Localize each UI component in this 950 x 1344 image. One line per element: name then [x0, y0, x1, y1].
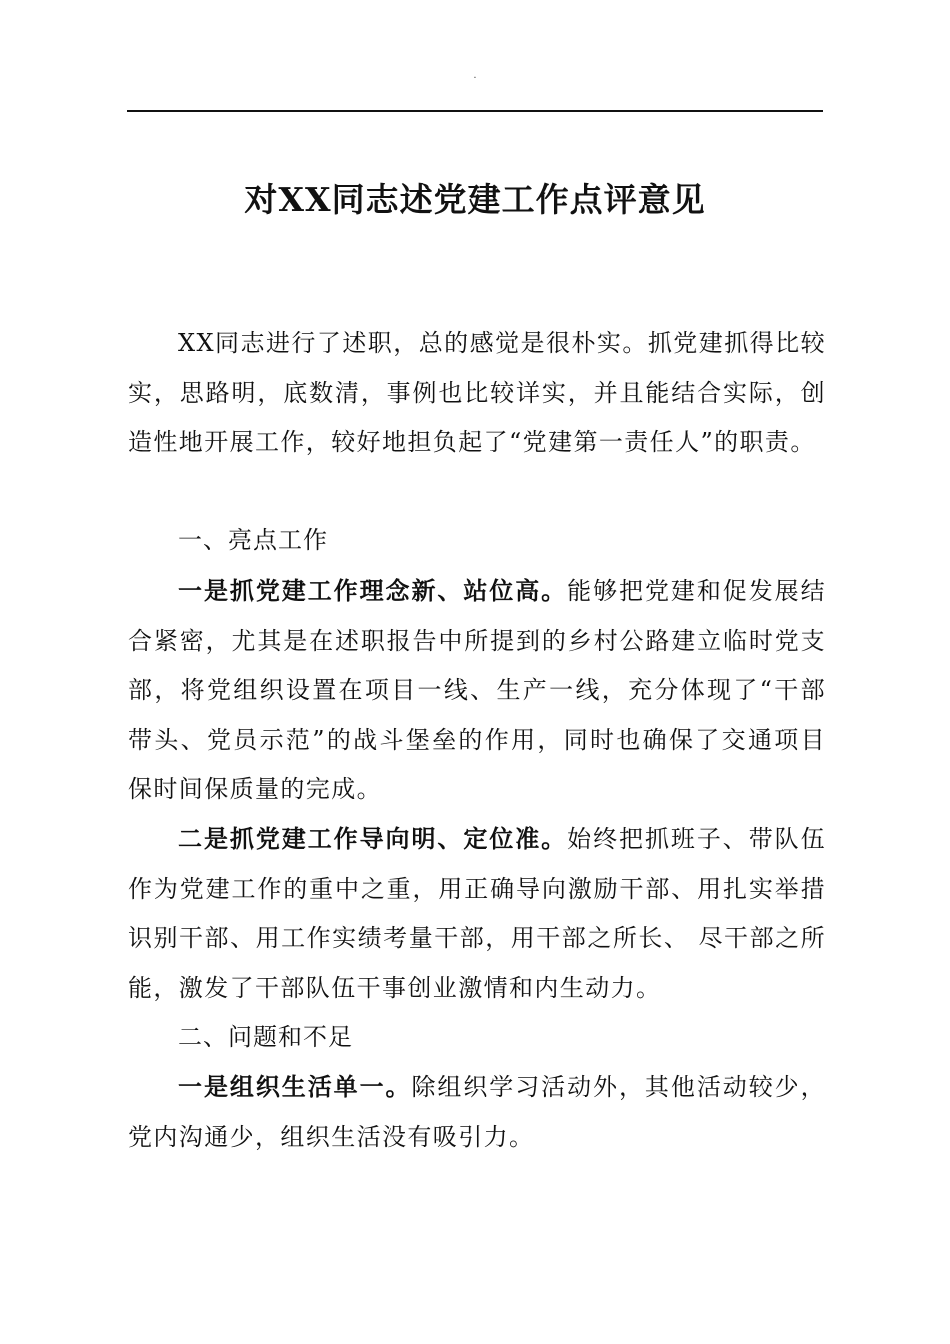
highlight-paragraph-1	[128, 566, 826, 815]
section-heading-highlights: 一、亮点工作	[178, 526, 328, 554]
highlight-paragraph-2	[128, 814, 826, 1013]
intro-paragraph: XX同志进行了述职，总的感觉是很朴实。抓党建抓得比较实，思路明，底数清，事例也比较详实，并且能结合实际，创造性地开展工作，较好地担负起了“党建第一责任人”的职责。	[128, 329, 826, 456]
highlight-1-lead: 一是抓党建工作理念新、站位高。	[178, 576, 568, 605]
problem-paragraph-1	[128, 1062, 826, 1162]
highlight-1-text: 能够把党建和促发展结合紧密，尤其是在述职报告中所提到的乡村公路建立临时党支部，将党组织设置在项目一线、生产一线，充分体现了“干部带头、党员示范”的战斗堡垒的作用，同时也确保了交通项目保时间保质量的完成。	[128, 577, 826, 803]
problem-1-lead: 一是组织生活单一。	[178, 1072, 412, 1101]
section-heading-problems: 二、问题和不足	[178, 1023, 353, 1051]
problem-1-text: 除组织学习活动外，其他活动较少，党内沟通少，组织生活没有吸引力。	[128, 1073, 826, 1151]
highlight-2-lead: 二是抓党建工作导向明、定位准。	[178, 824, 568, 853]
header-dot: .	[473, 70, 477, 81]
highlight-2-text: 始终把抓班子、带队伍作为党建工作的重中之重，用正确导向激励干部、用扎实举措识别干部、用工作实绩考量干部，用干部之所长、 尽干部之所能，激发了干部队伍干事创业激情和内生动力。	[128, 825, 826, 1002]
document-title: 对XX同志述党建工作点评意见	[244, 180, 706, 219]
header-rule	[127, 110, 823, 112]
